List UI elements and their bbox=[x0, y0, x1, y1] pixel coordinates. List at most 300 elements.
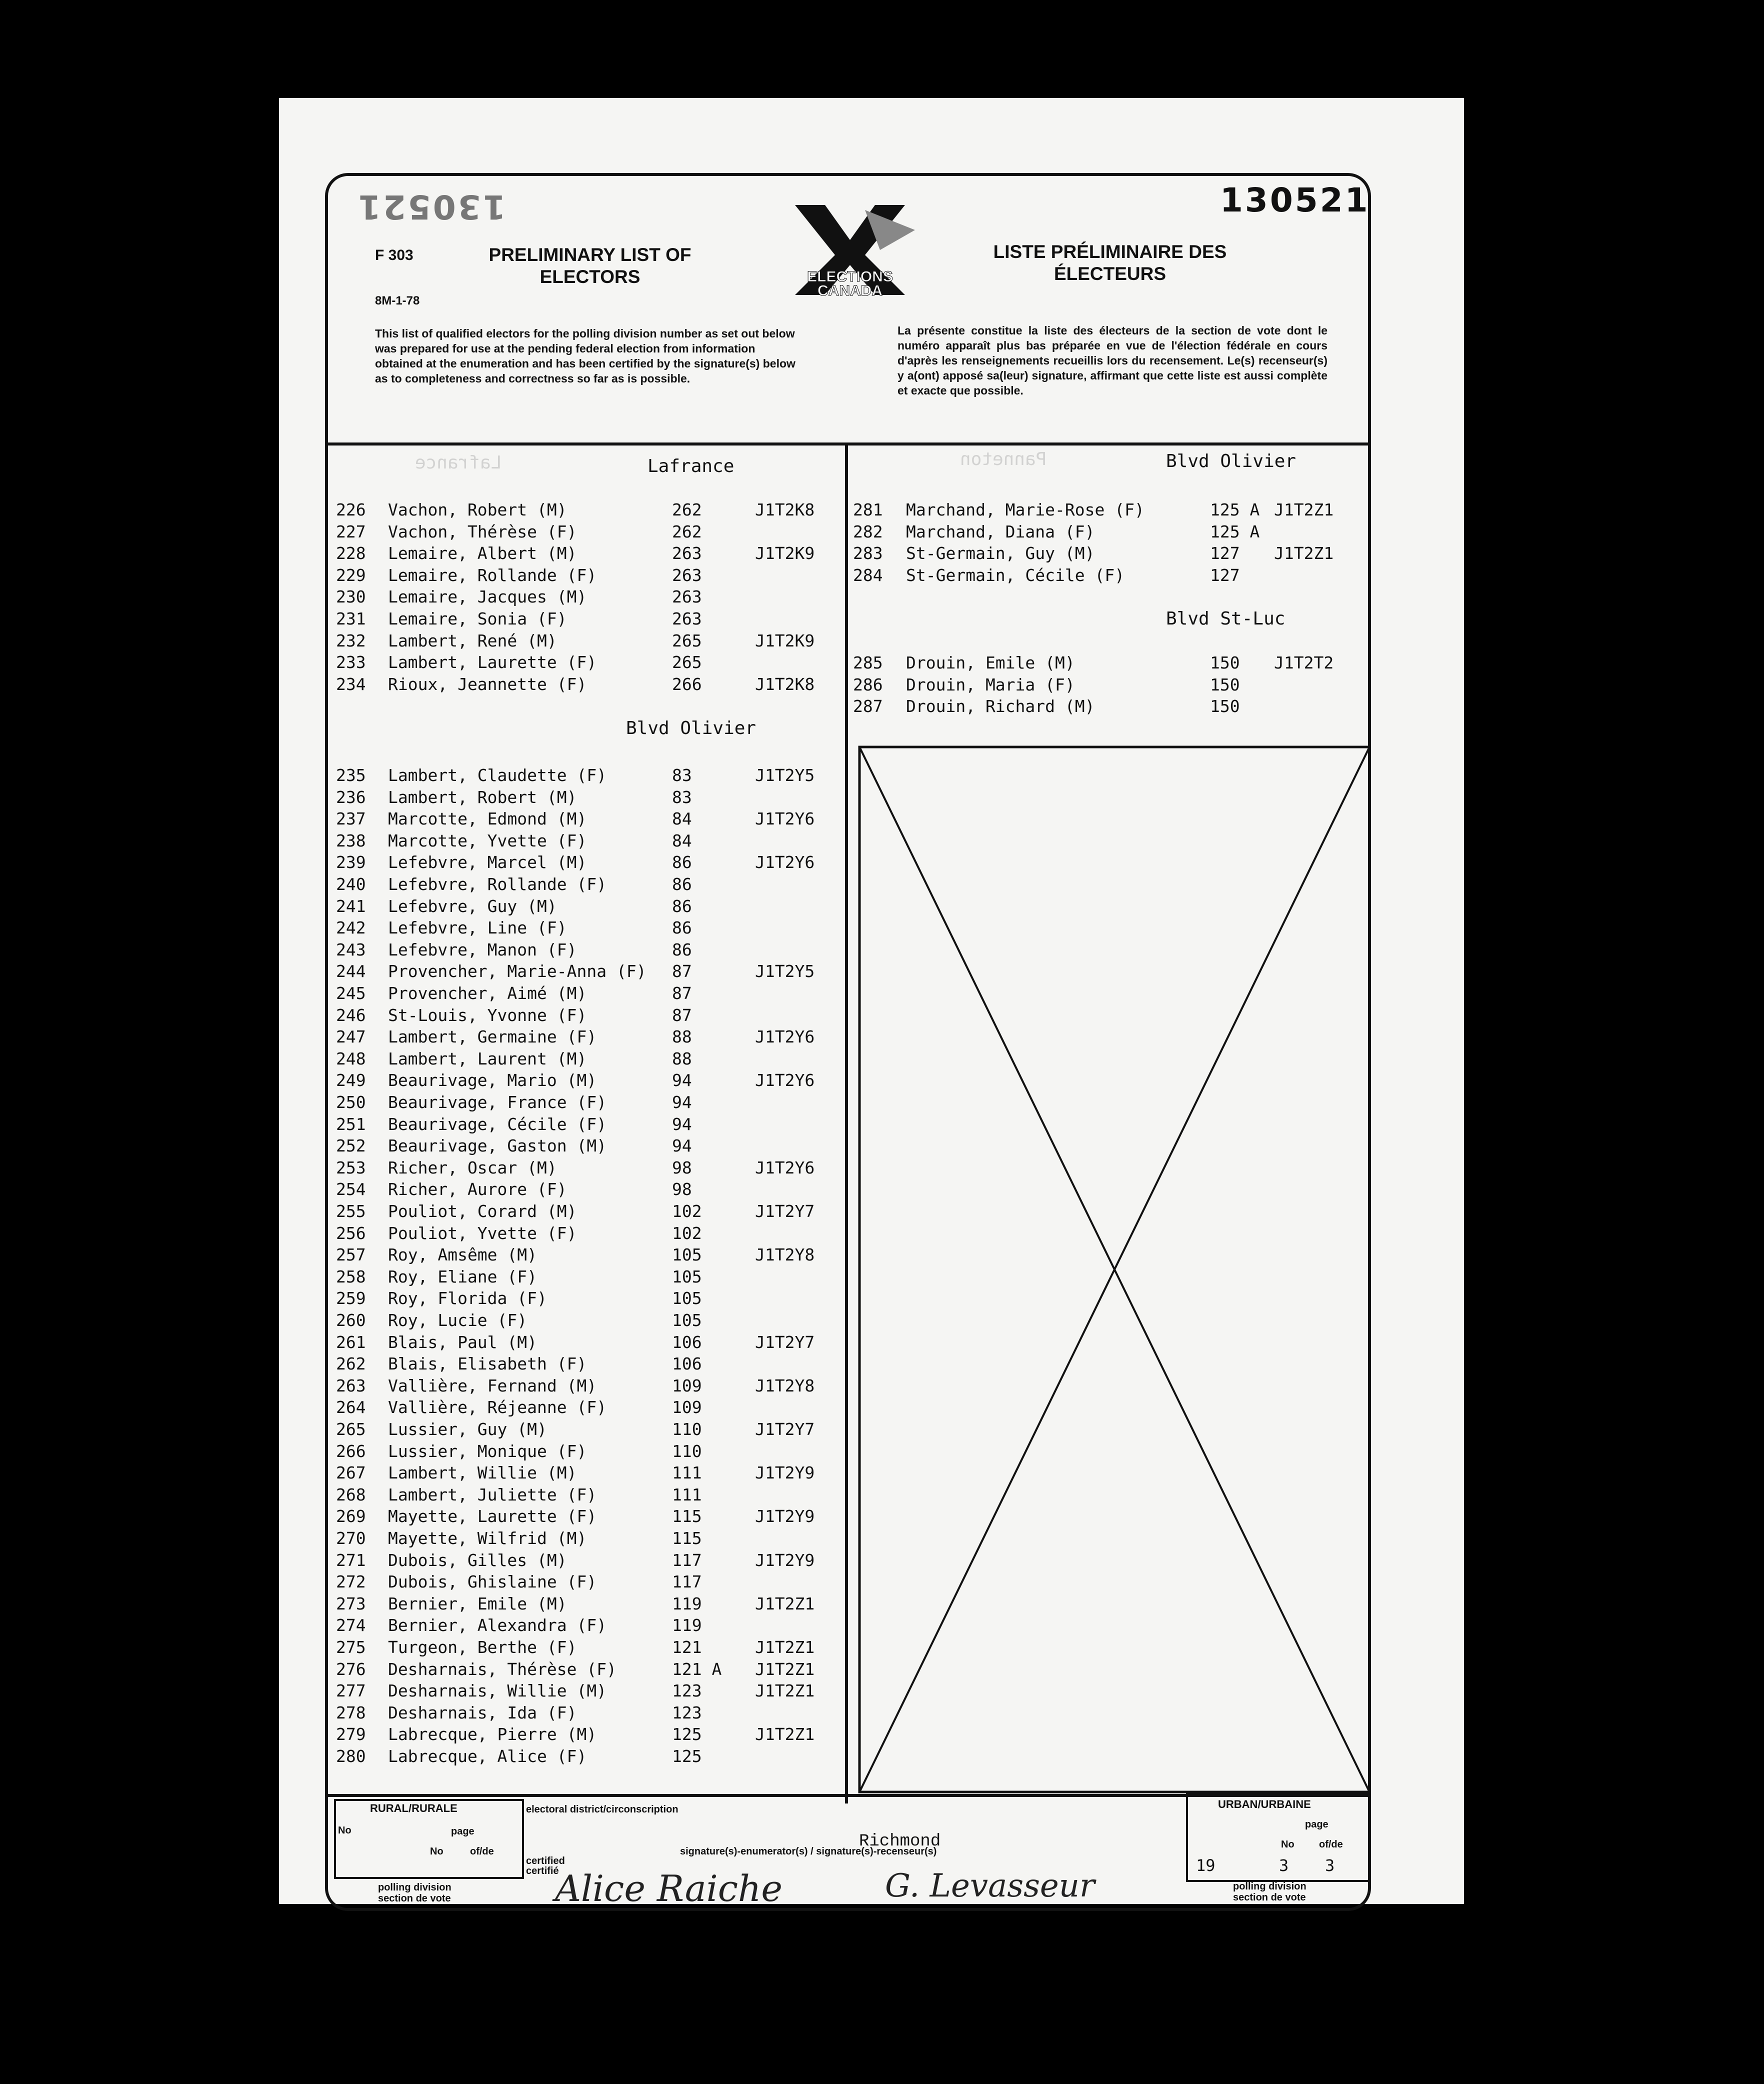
postal-code: J1T2Y8 bbox=[755, 1245, 815, 1265]
elector-row bbox=[336, 1636, 846, 1658]
elector-number: 287 bbox=[853, 696, 883, 716]
postal-code: J1T2Y9 bbox=[755, 1463, 815, 1483]
elector-number: 258 bbox=[336, 1266, 366, 1286]
civic-number: 127 bbox=[1210, 565, 1240, 585]
elector-number: 248 bbox=[336, 1048, 366, 1068]
civic-number: 111 bbox=[672, 1484, 702, 1504]
elector-row bbox=[336, 917, 846, 939]
civic-number: 87 bbox=[672, 984, 692, 1003]
elector-number: 277 bbox=[336, 1681, 366, 1701]
civic-number: 84 bbox=[672, 809, 692, 829]
postal-code: J1T2Z1 bbox=[1274, 544, 1334, 564]
elector-row bbox=[853, 652, 1363, 674]
elector-row bbox=[336, 1418, 846, 1440]
civic-number: 83 bbox=[672, 766, 692, 785]
elector-number: 235 bbox=[336, 766, 366, 785]
elector-row bbox=[336, 1244, 846, 1266]
elector-number: 236 bbox=[336, 787, 366, 807]
civic-number: 117 bbox=[672, 1572, 702, 1592]
elector-name: Lambert, Laurent (M) bbox=[388, 1048, 587, 1068]
elector-name: Rioux, Jeannette (F) bbox=[388, 674, 587, 694]
elector-row bbox=[853, 696, 1363, 718]
elector-row bbox=[336, 1222, 846, 1244]
elector-name: Pouliot, Yvette (F) bbox=[388, 1223, 577, 1243]
civic-number: 263 bbox=[672, 544, 702, 564]
elector-number: 250 bbox=[336, 1092, 366, 1112]
elector-number: 226 bbox=[336, 500, 366, 520]
postal-code: J1T2Z1 bbox=[755, 1724, 815, 1744]
civic-number: 94 bbox=[672, 1136, 692, 1156]
postal-code: J1T2Y6 bbox=[755, 1070, 815, 1090]
elector-row bbox=[336, 1114, 846, 1136]
elector-number: 249 bbox=[336, 1070, 366, 1090]
elector-row bbox=[336, 1571, 846, 1593]
civic-number: 263 bbox=[672, 609, 702, 628]
urban-page-number: 3 bbox=[1279, 1856, 1289, 1875]
elector-number: 245 bbox=[336, 984, 366, 1003]
civic-number: 83 bbox=[672, 787, 692, 807]
postal-code: J1T2Z1 bbox=[1274, 500, 1334, 520]
civic-number: 115 bbox=[672, 1506, 702, 1526]
urban-page-label: page bbox=[1305, 1819, 1328, 1830]
civic-number: 86 bbox=[672, 940, 692, 960]
header-separator bbox=[325, 442, 1371, 446]
civic-number: 125 bbox=[672, 1746, 702, 1766]
elector-number: 246 bbox=[336, 1005, 366, 1025]
elector-number: 272 bbox=[336, 1572, 366, 1592]
elector-name: Labrecque, Pierre (M) bbox=[388, 1724, 597, 1744]
elector-name: Blais, Elisabeth (F) bbox=[388, 1354, 587, 1374]
civic-number: 106 bbox=[672, 1354, 702, 1374]
elector-row bbox=[336, 1724, 846, 1746]
postal-code: J1T2Z1 bbox=[755, 1659, 815, 1679]
elector-row bbox=[336, 521, 846, 543]
street-heading-right-2: Blvd St-Luc bbox=[1166, 608, 1286, 629]
elector-number: 274 bbox=[336, 1616, 366, 1636]
elector-row bbox=[853, 542, 1363, 564]
elector-number: 271 bbox=[336, 1550, 366, 1570]
elector-name: Lefebvre, Marcel (M) bbox=[388, 852, 587, 872]
elector-name: Lemaire, Sonia (F) bbox=[388, 609, 567, 628]
signature-enumerator-2: G. Levasseur bbox=[885, 1868, 1095, 1904]
postal-code: J1T2K9 bbox=[755, 630, 815, 650]
elector-name: Lussier, Guy (M) bbox=[388, 1420, 547, 1439]
elector-row bbox=[336, 630, 846, 652]
elector-row bbox=[336, 1396, 846, 1418]
elector-row bbox=[853, 564, 1363, 586]
street-heading-left-1: Lafrance bbox=[648, 456, 734, 476]
elector-row bbox=[336, 608, 846, 630]
elector-name: Pouliot, Corard (M) bbox=[388, 1202, 577, 1221]
postal-code: J1T2Y9 bbox=[755, 1550, 815, 1570]
elector-name: Dubois, Ghislaine (F) bbox=[388, 1572, 597, 1592]
civic-number: 111 bbox=[672, 1463, 702, 1483]
elector-name: Mayette, Laurette (F) bbox=[388, 1506, 597, 1526]
elector-row bbox=[336, 1135, 846, 1157]
civic-number: 115 bbox=[672, 1528, 702, 1548]
elector-row bbox=[336, 982, 846, 1004]
elector-number: 230 bbox=[336, 587, 366, 607]
elector-number: 240 bbox=[336, 874, 366, 894]
elector-name: Beaurivage, Mario (M) bbox=[388, 1070, 597, 1090]
elector-name: St-Louis, Yvonne (F) bbox=[388, 1005, 587, 1025]
elector-name: Desharnais, Willie (M) bbox=[388, 1681, 607, 1701]
elector-number: 269 bbox=[336, 1506, 366, 1526]
elector-name: Vachon, Robert (M) bbox=[388, 500, 567, 520]
civic-number: 265 bbox=[672, 652, 702, 672]
form-number: F 303 bbox=[375, 247, 414, 264]
elector-name: Dubois, Gilles (M) bbox=[388, 1550, 567, 1570]
elector-name: Lefebvre, Line (F) bbox=[388, 918, 567, 938]
polling-division-label-urban: polling division section de vote bbox=[1233, 1881, 1306, 1903]
civic-number: 263 bbox=[672, 587, 702, 607]
postal-code: J1T2Z1 bbox=[755, 1594, 815, 1614]
elector-number: 256 bbox=[336, 1223, 366, 1243]
rural-no-label: No bbox=[338, 1825, 352, 1836]
elector-name: Lefebvre, Manon (F) bbox=[388, 940, 577, 960]
elector-name: Mayette, Wilfrid (M) bbox=[388, 1528, 587, 1548]
elector-name: Turgeon, Berthe (F) bbox=[388, 1638, 577, 1657]
civic-number: 94 bbox=[672, 1092, 692, 1112]
postal-code: J1T2Y8 bbox=[755, 1376, 815, 1396]
elector-row bbox=[336, 1026, 846, 1048]
elector-name: Marcotte, Edmond (M) bbox=[388, 809, 587, 829]
urban-no-label: No bbox=[1281, 1839, 1294, 1850]
elector-number: 231 bbox=[336, 609, 366, 628]
civic-number: 86 bbox=[672, 874, 692, 894]
elector-number: 261 bbox=[336, 1332, 366, 1352]
elector-row bbox=[336, 1310, 846, 1332]
elector-row bbox=[336, 1550, 846, 1572]
elector-row bbox=[336, 586, 846, 608]
polling-division-label-rural: polling division section de vote bbox=[378, 1882, 452, 1904]
elector-name: Vachon, Thérèse (F) bbox=[388, 522, 577, 542]
title-en: PRELIMINARY LIST OF ELECTORS bbox=[488, 244, 692, 287]
signature-enumerator-1: Alice Raiche bbox=[555, 1868, 782, 1910]
elector-row bbox=[336, 786, 846, 808]
postal-code: J1T2K9 bbox=[755, 544, 815, 564]
civic-number: 86 bbox=[672, 852, 692, 872]
civic-number: 105 bbox=[672, 1310, 702, 1330]
postal-code: J1T2Y7 bbox=[755, 1420, 815, 1439]
elector-row bbox=[336, 1353, 846, 1375]
elector-number: 228 bbox=[336, 544, 366, 564]
civic-number: 110 bbox=[672, 1441, 702, 1461]
intro-english: This list of qualified electors for the polling division number as set out below was prepared for use at the pending federal election from information obtained at the enumeration and has been certified by the signature(s) below as to completeness and correctness so far as is possible. bbox=[375, 327, 796, 385]
elector-row bbox=[336, 499, 846, 521]
civic-number: 119 bbox=[672, 1594, 702, 1614]
elector-name: Provencher, Aimé (M) bbox=[388, 984, 587, 1003]
elector-name: Lemaire, Rollande (F) bbox=[388, 565, 597, 585]
elector-row bbox=[336, 852, 846, 874]
civic-number: 127 bbox=[1210, 544, 1240, 564]
elector-name: Lambert, René (M) bbox=[388, 630, 557, 650]
elector-row bbox=[853, 521, 1363, 543]
elector-row bbox=[336, 1528, 846, 1550]
elector-row bbox=[336, 1440, 846, 1462]
civic-number: 87 bbox=[672, 1005, 692, 1025]
elector-name: Desharnais, Ida (F) bbox=[388, 1702, 577, 1722]
elector-row bbox=[336, 542, 846, 564]
civic-number: 105 bbox=[672, 1266, 702, 1286]
elector-number: 265 bbox=[336, 1420, 366, 1439]
elector-number: 286 bbox=[853, 674, 883, 694]
rural-of-label: of/de bbox=[470, 1846, 494, 1857]
title-fr: LISTE PRÉLIMINAIRE DES ÉLECTEURS bbox=[993, 242, 1227, 284]
elector-number: 254 bbox=[336, 1180, 366, 1200]
elector-name: Lemaire, Albert (M) bbox=[388, 544, 577, 564]
unused-area-cross bbox=[858, 745, 1372, 1795]
elector-row bbox=[336, 1332, 846, 1354]
postal-code: J1T2Y6 bbox=[755, 1158, 815, 1178]
civic-number: 88 bbox=[672, 1027, 692, 1047]
elector-number: 253 bbox=[336, 1158, 366, 1178]
elector-number: 273 bbox=[336, 1594, 366, 1614]
civic-number: 119 bbox=[672, 1616, 702, 1636]
civic-number: 109 bbox=[672, 1376, 702, 1396]
postal-code: J1T2Z1 bbox=[755, 1638, 815, 1657]
elector-name: Marchand, Diana (F) bbox=[906, 522, 1095, 542]
civic-number: 121 bbox=[672, 1638, 702, 1657]
elector-number: 284 bbox=[853, 565, 883, 585]
district-value: Richmond bbox=[859, 1832, 941, 1851]
elector-number: 270 bbox=[336, 1528, 366, 1548]
elector-name: Roy, Amsême (M) bbox=[388, 1245, 538, 1265]
elector-number: 237 bbox=[336, 809, 366, 829]
postal-code: J1T2T2 bbox=[1274, 653, 1334, 672]
elector-row bbox=[336, 1048, 846, 1070]
civic-number: 102 bbox=[672, 1202, 702, 1221]
civic-number: 109 bbox=[672, 1398, 702, 1418]
elector-name: Marcotte, Yvette (F) bbox=[388, 830, 587, 850]
elector-number: 241 bbox=[336, 896, 366, 916]
elector-name: Lambert, Robert (M) bbox=[388, 787, 577, 807]
civic-number: 88 bbox=[672, 1048, 692, 1068]
postal-code: J1T2K8 bbox=[755, 674, 815, 694]
civic-number: 102 bbox=[672, 1223, 702, 1243]
civic-number: 106 bbox=[672, 1332, 702, 1352]
elector-number: 275 bbox=[336, 1638, 366, 1657]
elector-number: 257 bbox=[336, 1245, 366, 1265]
civic-number: 98 bbox=[672, 1158, 692, 1178]
elector-number: 281 bbox=[853, 500, 883, 520]
civic-number: 105 bbox=[672, 1245, 702, 1265]
civic-number: 105 bbox=[672, 1288, 702, 1308]
civic-number: 266 bbox=[672, 674, 702, 694]
elector-row bbox=[336, 1375, 846, 1397]
elector-name: Bernier, Alexandra (F) bbox=[388, 1616, 607, 1636]
signature-label: signature(s)-enumerator(s) / signature(s)-recenseur(s) bbox=[680, 1846, 937, 1857]
civic-number: 117 bbox=[672, 1550, 702, 1570]
elector-number: 264 bbox=[336, 1398, 366, 1418]
serial-number: 130521 bbox=[1220, 181, 1370, 220]
elector-number: 227 bbox=[336, 522, 366, 542]
ghost-street-right: Panneton bbox=[960, 449, 1047, 470]
serial-number-mirrored: 130521 bbox=[356, 188, 506, 226]
elector-name: Richer, Oscar (M) bbox=[388, 1158, 557, 1178]
elector-name: Bernier, Emile (M) bbox=[388, 1594, 567, 1614]
elector-name: Lambert, Claudette (F) bbox=[388, 766, 607, 785]
elector-row bbox=[853, 499, 1363, 521]
civic-number: 265 bbox=[672, 630, 702, 650]
civic-number: 84 bbox=[672, 830, 692, 850]
elector-row bbox=[336, 1680, 846, 1702]
elector-number: 282 bbox=[853, 522, 883, 542]
elector-number: 266 bbox=[336, 1441, 366, 1461]
elector-row bbox=[336, 808, 846, 830]
postal-code: J1T2Y6 bbox=[755, 852, 815, 872]
rural-no-label-2: No bbox=[430, 1846, 444, 1857]
intro-french: La présente constitue la liste des électeurs de la section de vote dont le numéro apparaît plus bas préparée en vue de l'élection fédérale en cours d'après les renseignements recueillis lors du recensement. Le(s) recenseur(s) y a(ont) apposé sa(leur) signature, affirmant que cette liste est aussi complète et exacte que possible. bbox=[898, 324, 1328, 397]
elector-number: 285 bbox=[853, 653, 883, 672]
elector-name: St-Germain, Cécile (F) bbox=[906, 565, 1125, 585]
elector-number: 263 bbox=[336, 1376, 366, 1396]
elector-row bbox=[336, 652, 846, 674]
civic-number: 125 bbox=[672, 1724, 702, 1744]
elector-number: 255 bbox=[336, 1202, 366, 1221]
elector-name: Marchand, Marie-Rose (F) bbox=[906, 500, 1144, 520]
elector-row bbox=[336, 1506, 846, 1528]
elector-number: 242 bbox=[336, 918, 366, 938]
postal-code: J1T2Y6 bbox=[755, 1027, 815, 1047]
elector-number: 234 bbox=[336, 674, 366, 694]
elector-number: 238 bbox=[336, 830, 366, 850]
elector-number: 252 bbox=[336, 1136, 366, 1156]
elector-number: 243 bbox=[336, 940, 366, 960]
elector-number: 278 bbox=[336, 1702, 366, 1722]
civic-number: 123 bbox=[672, 1681, 702, 1701]
urban-page-total: 3 bbox=[1325, 1856, 1335, 1875]
elector-row bbox=[336, 896, 846, 918]
elector-name: Richer, Aurore (F) bbox=[388, 1180, 567, 1200]
elector-row bbox=[853, 674, 1363, 696]
civic-number: 263 bbox=[672, 565, 702, 585]
elector-number: 280 bbox=[336, 1746, 366, 1766]
logo-text: ELECTIONS CANADA bbox=[807, 268, 893, 299]
elector-name: Lambert, Laurette (F) bbox=[388, 652, 597, 672]
postal-code: J1T2Y7 bbox=[755, 1332, 815, 1352]
elector-row bbox=[336, 960, 846, 982]
elector-name: Lussier, Monique (F) bbox=[388, 1441, 587, 1461]
postal-code: J1T2Y6 bbox=[755, 809, 815, 829]
elector-row bbox=[336, 1462, 846, 1484]
elector-name: Vallière, Fernand (M) bbox=[388, 1376, 597, 1396]
elector-name: Lambert, Juliette (F) bbox=[388, 1484, 597, 1504]
elector-name: Lambert, Germaine (F) bbox=[388, 1027, 597, 1047]
elector-name: Blais, Paul (M) bbox=[388, 1332, 538, 1352]
form-revision: 8M-1-78 bbox=[375, 294, 420, 308]
elector-row bbox=[336, 874, 846, 896]
elector-number: 229 bbox=[336, 565, 366, 585]
elector-row bbox=[336, 1070, 846, 1092]
elector-number: 260 bbox=[336, 1310, 366, 1330]
elector-number: 251 bbox=[336, 1114, 366, 1134]
elector-name: Roy, Florida (F) bbox=[388, 1288, 547, 1308]
elector-name: Beaurivage, France (F) bbox=[388, 1092, 607, 1112]
civic-number: 150 bbox=[1210, 653, 1240, 672]
postal-code: J1T2Y9 bbox=[755, 1506, 815, 1526]
rural-label: RURAL/RURALE bbox=[370, 1802, 458, 1814]
civic-number: 123 bbox=[672, 1702, 702, 1722]
elector-row bbox=[336, 1614, 846, 1636]
elector-name: Lambert, Willie (M) bbox=[388, 1463, 577, 1483]
elector-row bbox=[336, 1200, 846, 1222]
urban-of-label: of/de bbox=[1319, 1839, 1343, 1850]
elector-row bbox=[336, 764, 846, 786]
civic-number: 121 A bbox=[672, 1659, 722, 1679]
elector-row bbox=[336, 830, 846, 852]
elector-row bbox=[336, 1484, 846, 1506]
elector-name: Labrecque, Alice (F) bbox=[388, 1746, 587, 1766]
elector-row bbox=[336, 1288, 846, 1310]
certified-label: certified certifié bbox=[526, 1856, 565, 1876]
elector-number: 262 bbox=[336, 1354, 366, 1374]
elector-row bbox=[336, 1593, 846, 1615]
elector-number: 239 bbox=[336, 852, 366, 872]
elector-number: 279 bbox=[336, 1724, 366, 1744]
elector-row bbox=[336, 1157, 846, 1179]
civic-number: 110 bbox=[672, 1420, 702, 1439]
elector-row bbox=[336, 1702, 846, 1724]
urban-polling-number: 19 bbox=[1196, 1856, 1216, 1875]
postal-code: J1T2Y5 bbox=[755, 766, 815, 785]
elector-row bbox=[336, 1746, 846, 1768]
elector-name: Lefebvre, Guy (M) bbox=[388, 896, 557, 916]
civic-number: 262 bbox=[672, 522, 702, 542]
elector-row bbox=[336, 1658, 846, 1680]
elector-number: 268 bbox=[336, 1484, 366, 1504]
elector-name: Provencher, Marie-Anna (F) bbox=[388, 962, 646, 982]
elector-number: 232 bbox=[336, 630, 366, 650]
elector-number: 244 bbox=[336, 962, 366, 982]
elector-row bbox=[336, 1004, 846, 1026]
elector-row bbox=[336, 674, 846, 696]
civic-number: 262 bbox=[672, 500, 702, 520]
civic-number: 94 bbox=[672, 1070, 692, 1090]
street-heading-left-2: Blvd Olivier bbox=[626, 718, 756, 738]
elector-row bbox=[336, 1092, 846, 1114]
civic-number: 87 bbox=[672, 962, 692, 982]
elector-number: 247 bbox=[336, 1027, 366, 1047]
civic-number: 86 bbox=[672, 918, 692, 938]
street-heading-right-1: Blvd Olivier bbox=[1166, 451, 1296, 472]
ghost-street-left: Lafrance bbox=[415, 452, 502, 473]
elector-name: Desharnais, Thérèse (F) bbox=[388, 1659, 616, 1679]
elector-number: 259 bbox=[336, 1288, 366, 1308]
elector-number: 276 bbox=[336, 1659, 366, 1679]
civic-number: 86 bbox=[672, 896, 692, 916]
elector-name: Roy, Eliane (F) bbox=[388, 1266, 538, 1286]
elector-name: Roy, Lucie (F) bbox=[388, 1310, 528, 1330]
elector-row bbox=[336, 564, 846, 586]
postal-code: J1T2Y7 bbox=[755, 1202, 815, 1221]
urban-label: URBAN/URBAINE bbox=[1218, 1798, 1311, 1810]
elector-number: 283 bbox=[853, 544, 883, 564]
elector-number: 233 bbox=[336, 652, 366, 672]
postal-code: J1T2Z1 bbox=[755, 1681, 815, 1701]
elector-number: 267 bbox=[336, 1463, 366, 1483]
civic-number: 98 bbox=[672, 1180, 692, 1200]
elector-row bbox=[336, 1266, 846, 1288]
elector-name: Lemaire, Jacques (M) bbox=[388, 587, 587, 607]
civic-number: 150 bbox=[1210, 674, 1240, 694]
postal-code: J1T2K8 bbox=[755, 500, 815, 520]
civic-number: 94 bbox=[672, 1114, 692, 1134]
elector-row bbox=[336, 1178, 846, 1200]
elector-row bbox=[336, 939, 846, 961]
district-label: electoral district/circonscription bbox=[526, 1804, 678, 1815]
elector-name: Beaurivage, Cécile (F) bbox=[388, 1114, 607, 1134]
